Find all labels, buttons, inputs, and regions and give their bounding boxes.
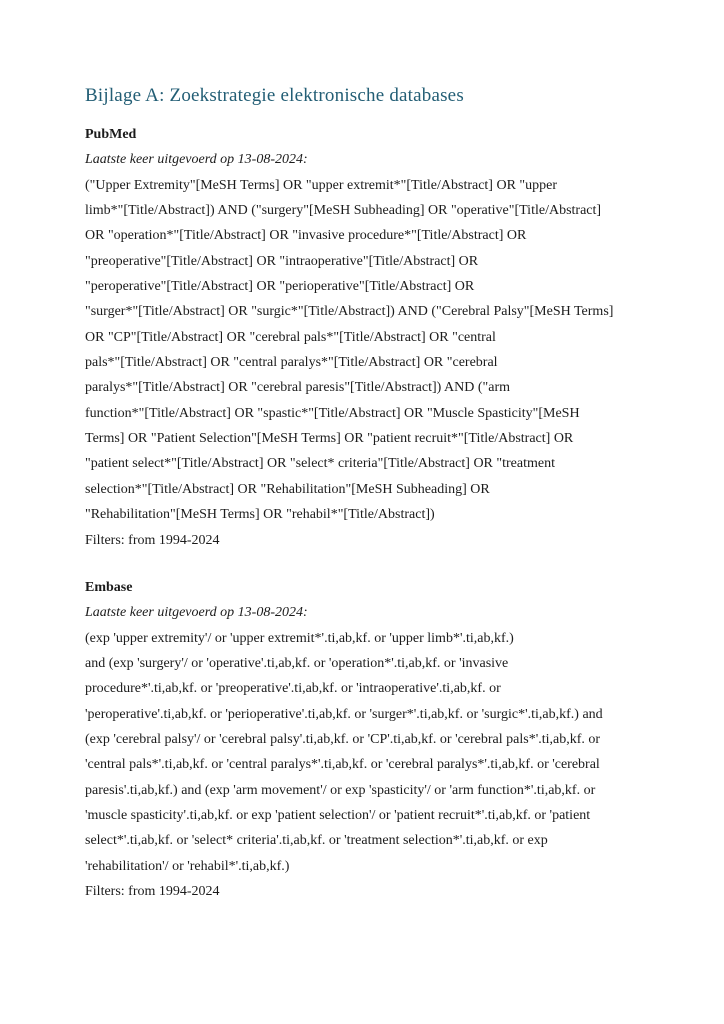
query-line: 'muscle spasticity'.ti,ab,kf. or exp 'patient selection'/ or 'patient recruit*'.ti,ab,kf. or 'patient: [85, 807, 591, 823]
query-line: (exp 'upper extremity'/ or 'upper extremit*'.ti,ab,kf. or 'upper limb*'.ti,ab,kf.): [85, 630, 514, 646]
section-divider-space: [85, 553, 685, 575]
query-line: 'central pals*'.ti,ab,kf. or 'central paralys*'.ti,ab,kf. or 'cerebral paralys*'.ti,ab,kf. or 'cerebral: [85, 757, 600, 773]
query-line: paresis'.ti,ab,kf.) and (exp 'arm movement'/ or exp 'spasticity'/ or 'arm function*'.ti,ab,kf. or: [85, 782, 596, 798]
query-line: 'peroperative'.ti,ab,kf. or 'perioperative'.ti,ab,kf. or 'surger*'.ti,ab,kf. or 'surgic*'.ti,ab,kf.) and: [85, 706, 603, 722]
query-text-pubmed: [85, 173, 685, 528]
query-line: "Rehabilitation"[MeSH Terms] OR "rehabil*"[Title/Abstract]): [85, 507, 435, 523]
query-line: limb*"[Title/Abstract]) AND ("surgery"[MeSH Subheading] OR "operative"[Title/Abstract]: [85, 203, 602, 219]
database-heading-pubmed: PubMed: [85, 127, 137, 142]
query-line: (exp 'cerebral palsy'/ or 'cerebral palsy'.ti,ab,kf. or 'CP'.ti,ab,kf. or 'cerebral pals*'.ti,ab,kf. or: [85, 731, 601, 747]
query-line: ("Upper Extremity"[MeSH Terms] OR "upper extremit*"[Title/Abstract] OR "upper: [85, 177, 558, 193]
query-line: "preoperative"[Title/Abstract] OR "intraoperative"[Title/Abstract] OR: [85, 253, 479, 269]
query-line: function*"[Title/Abstract] OR "spastic*"[Title/Abstract] OR "Muscle Spasticity"[MeSH: [85, 405, 580, 421]
last-run-note-pubmed: Laatste keer uitgevoerd op 13-08-2024:: [85, 152, 308, 168]
section-pubmed: [85, 122, 685, 553]
query-line: Terms] OR "Patient Selection"[MeSH Terms] OR "patient recruit*"[Title/Abstract] OR: [85, 431, 574, 447]
filters-note-embase: Filters: from 1994-2024: [85, 883, 220, 899]
section-embase: [85, 575, 685, 904]
query-line: OR "operation*"[Title/Abstract] OR "invasive procedure*"[Title/Abstract] OR: [85, 228, 527, 244]
page-title: Bijlage A: Zoekstrategie elektronische databases: [85, 85, 464, 106]
query-line: OR "CP"[Title/Abstract] OR "cerebral pals*"[Title/Abstract] OR "central: [85, 329, 496, 345]
query-line: pals*"[Title/Abstract] OR "central paralys*"[Title/Abstract] OR "cerebral: [85, 355, 498, 371]
document-page-content: [85, 84, 685, 904]
query-line: "peroperative"[Title/Abstract] OR "perioperative"[Title/Abstract] OR: [85, 279, 475, 295]
query-line: "surger*"[Title/Abstract] OR "surgic*"[Title/Abstract]) AND ("Cerebral Palsy"[MeSH Terms]: [85, 304, 614, 320]
query-line: select*'.ti,ab,kf. or 'select* criteria'.ti,ab,kf. or 'treatment selection*'.ti,ab,kf. or exp: [85, 833, 548, 849]
query-line: "patient select*"[Title/Abstract] OR "select* criteria"[Title/Abstract] OR "treatment: [85, 456, 555, 472]
query-line: selection*"[Title/Abstract] OR "Rehabilitation"[MeSH Subheading] OR: [85, 481, 490, 497]
query-line: 'rehabilitation'/ or 'rehabil*'.ti,ab,kf.): [85, 858, 290, 874]
database-heading-embase: Embase: [85, 579, 133, 595]
filters-note-pubmed: Filters: from 1994-2024: [85, 532, 220, 548]
query-line: paralys*"[Title/Abstract] OR "cerebral paresis"[Title/Abstract]) AND ("arm: [85, 380, 510, 396]
query-line: and (exp 'surgery'/ or 'operative'.ti,ab,kf. or 'operation*'.ti,ab,kf. or 'invasive: [85, 655, 509, 671]
query-text-embase: [85, 626, 685, 879]
query-line: procedure*'.ti,ab,kf. or 'preoperative'.ti,ab,kf. or 'intraoperative'.ti,ab,kf. or: [85, 681, 501, 697]
last-run-note-embase: Laatste keer uitgevoerd op 13-08-2024:: [85, 605, 308, 621]
